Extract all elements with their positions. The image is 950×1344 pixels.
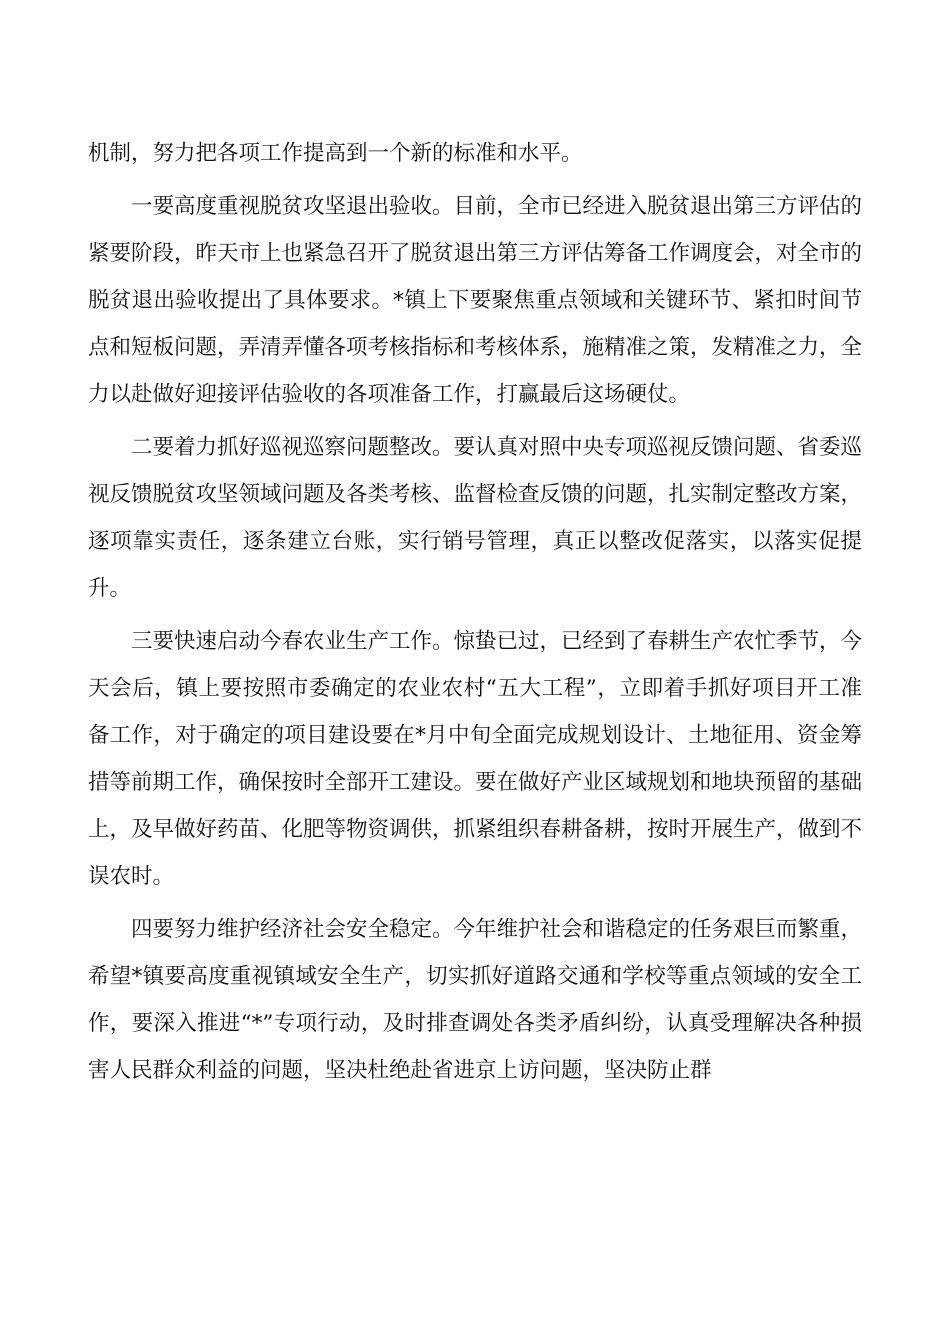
paragraph-inspection-rectification: 二要着力抓好巡视巡察问题整改。要认真对照中央专项巡视反馈问题、省委巡视反馈脱贫攻坚领域问题及各类考核、监督检查反馈的问题，扎实制定整改方案，逐项靠实责任，逐条建立台账，实行销号管理，真正以整改促落实，以落实促提升。 [88,435,863,601]
paragraph-continuation: 机制，努力把各项工作提高到一个新的标准和水平。 [88,141,583,166]
paragraph-poverty-exit-acceptance: 一要高度重视脱贫攻坚退出验收。目前，全市已经进入脱贫退出第三方评估的紧要阶段，昨天市上也紧急召开了脱贫退出第三方评估筹备工作调度会，对全市的脱贫退出验收提出了具体要求。*镇上下要聚焦重点领域和关键环节、紧扣时间节点和短板问题，弄清弄懂各项考核指标和考核体系，施精准之策，发精准之力，全力以赴做好迎接评估验收的各项准备工作，打赢最后这场硬仗。 [88,194,863,407]
document-body [88,130,862,1100]
paragraph-spring-agriculture: 三要快速启动今春农业生产工作。惊蛰已过，已经到了春耕生产农忙季节，今天会后，镇上要按照市委确定的农业农村“五大工程”，立即着手抓好项目开工准备工作，对于确定的项目建设要在*月中旬全面完成规划设计、土地征用、资金筹措等前期工作，确保按时全部开工建设。要在做好产业区域规划和地块预留的基础上，及早做好药苗、化肥等物资调供，抓紧组织春耕备耕，按时开展生产，做到不误农时。 [88,629,863,889]
paragraph-social-stability: 四要努力维护经济社会安全稳定。今年维护社会和谐稳定的任务艰巨而繁重，希望*镇要高度重视镇域安全生产，切实抓好道路交通和学校等重点领域的安全工作，要深入推进“*”专项行动，及时排查调处各类矛盾纠纷，认真受理解决各种损害人民群众利益的问题，坚决杜绝赴省进京上访问题，坚决防止群 [88,917,863,1083]
